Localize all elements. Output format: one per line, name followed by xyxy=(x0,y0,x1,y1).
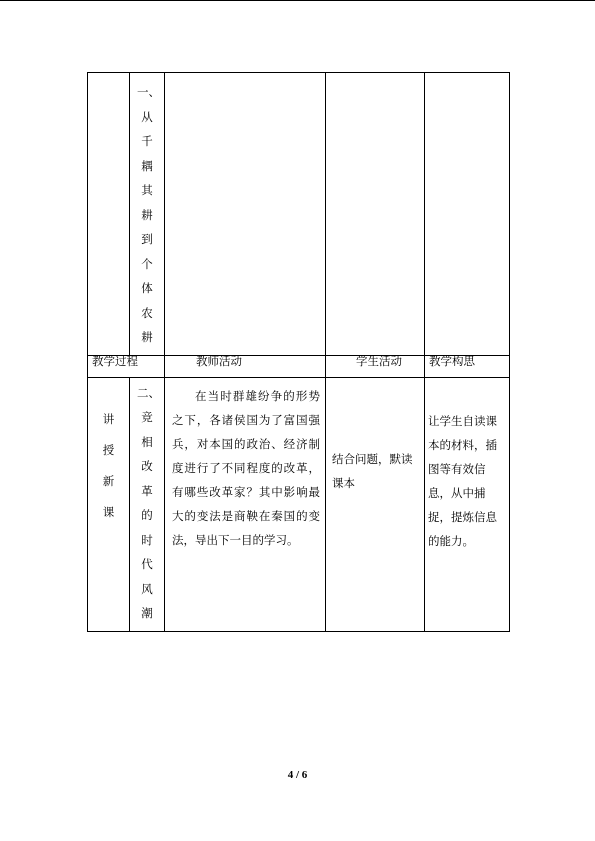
page-number: 4 / 6 xyxy=(287,769,308,781)
section-one-char: 从 xyxy=(141,109,153,124)
section-one-char: 其 xyxy=(141,183,153,197)
section-one-char: 体 xyxy=(141,281,153,295)
teaching-design-text: 让学生自读课本的材料，插图等有效信息，从中捕捉，提炼信息的能力。 xyxy=(428,413,497,548)
section-one-char: 个 xyxy=(141,256,153,271)
stage-label-char: 课 xyxy=(102,504,115,519)
section-one-char: 耦 xyxy=(141,158,153,173)
header-student-activity: 学生活动 xyxy=(326,355,425,377)
cell-empty-design xyxy=(425,73,510,356)
table-row-section-one xyxy=(88,73,510,356)
stage-label-char: 讲 xyxy=(102,411,115,426)
cell-empty-stage xyxy=(88,73,130,356)
stage-label-char: 授 xyxy=(102,442,115,457)
student-activity-text: 结合问题，默读课本 xyxy=(332,451,413,490)
section-one-char: 千 xyxy=(141,134,153,148)
section-one-number: 一、 xyxy=(137,85,160,99)
table-header-row xyxy=(88,355,510,377)
section-two-char: 风 xyxy=(141,581,153,596)
cell-stage-label xyxy=(88,377,130,631)
section-two-char: 潮 xyxy=(141,606,153,620)
cell-student-activity xyxy=(326,377,425,631)
cell-empty-teacher xyxy=(165,73,326,356)
header-teacher-activity: 教师活动 xyxy=(165,355,326,377)
section-two-char: 代 xyxy=(141,557,153,571)
section-one-char: 耕 xyxy=(141,330,153,344)
header-teaching-design: 教学构思 xyxy=(425,355,510,377)
table-row-section-two xyxy=(88,377,510,631)
cell-teacher-activity xyxy=(165,377,326,631)
stage-label-char: 新 xyxy=(102,473,115,488)
section-one-char: 到 xyxy=(141,232,153,246)
cell-teaching-design xyxy=(425,377,510,631)
section-two-char: 竞 xyxy=(141,410,153,424)
lesson-plan-table xyxy=(87,72,510,632)
cell-empty-student xyxy=(326,73,425,356)
section-two-char: 的 xyxy=(141,508,153,522)
section-one-char: 耕 xyxy=(141,207,153,222)
cell-section-two-title xyxy=(130,377,165,631)
teacher-activity-text: 在当时群雄纷争的形势之下，各诸侯国为了富国强兵，对本国的政治、经济制度进行了不同程度的改革，有哪些改革家？其中影响最大的变法是商鞅在秦国的变法，导出下一目的学习。 xyxy=(172,388,320,547)
section-one-char: 农 xyxy=(141,305,153,320)
section-two-char: 改 xyxy=(141,459,153,473)
cell-section-one-title xyxy=(130,73,165,356)
section-two-char: 相 xyxy=(141,434,153,449)
section-two-char: 革 xyxy=(141,483,153,498)
header-teaching-process: 教学过程 xyxy=(88,355,165,377)
section-two-number: 二、 xyxy=(137,385,160,400)
section-two-char: 时 xyxy=(141,532,153,547)
